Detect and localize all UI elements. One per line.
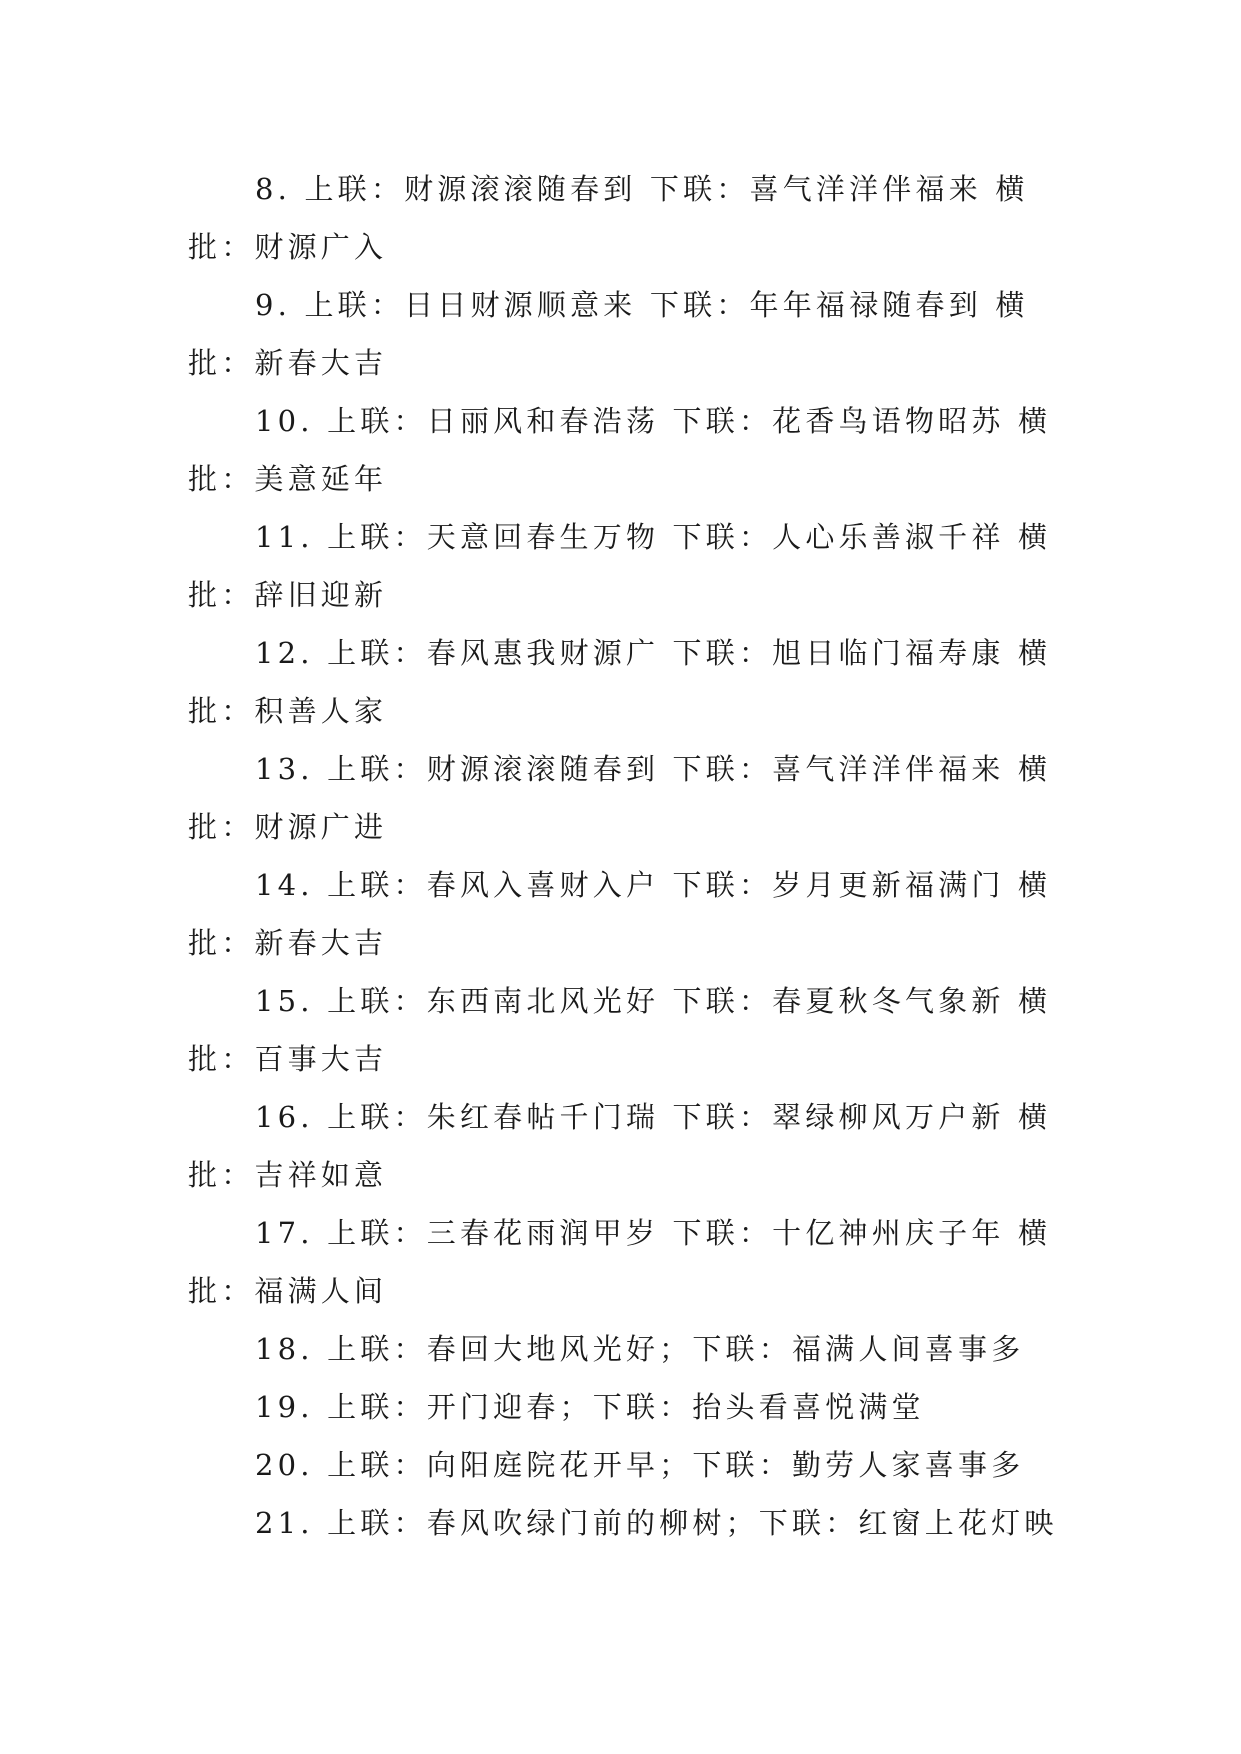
text-line: 10. 上联：日丽风和春浩荡 下联：花香鸟语物昭苏 横 xyxy=(255,404,1052,438)
text-line: 11. 上联：天意回春生万物 下联：人心乐善淑千祥 横 xyxy=(255,520,1052,554)
text-line: 批：新春大吉 xyxy=(188,926,388,960)
text-line: 批：百事大吉 xyxy=(188,1042,388,1076)
text-line: 16. 上联：朱红春帖千门瑞 下联：翠绿柳风万户新 横 xyxy=(255,1100,1052,1134)
text-line: 17. 上联：三春花雨润甲岁 下联：十亿神州庆子年 横 xyxy=(255,1216,1052,1250)
text-line: 批：财源广进 xyxy=(188,810,388,844)
text-line: 批：美意延年 xyxy=(188,462,388,496)
text-line: 批：财源广入 xyxy=(188,230,388,264)
text-line: 批：新春大吉 xyxy=(188,346,388,380)
text-line: 18. 上联：春回大地风光好；下联：福满人间喜事多 xyxy=(255,1332,1025,1366)
text-line: 13. 上联：财源滚滚随春到 下联：喜气洋洋伴福来 横 xyxy=(255,752,1052,786)
text-line: 9. 上联：日日财源顺意来 下联：年年福禄随春到 横 xyxy=(255,288,1029,322)
text-line: 14. 上联：春风入喜财入户 下联：岁月更新福满门 横 xyxy=(255,868,1052,902)
text-line: 批：福满人间 xyxy=(188,1274,388,1308)
text-line: 8. 上联：财源滚滚随春到 下联：喜气洋洋伴福来 横 xyxy=(255,172,1029,206)
text-line: 批：辞旧迎新 xyxy=(188,578,388,612)
text-line: 批：吉祥如意 xyxy=(188,1158,388,1192)
document-body xyxy=(188,160,1058,1552)
text-line: 19. 上联：开门迎春；下联：抬头看喜悦满堂 xyxy=(255,1390,925,1424)
text-line: 12. 上联：春风惠我财源广 下联：旭日临门福寿康 横 xyxy=(255,636,1052,670)
text-line: 20. 上联：向阳庭院花开早；下联：勤劳人家喜事多 xyxy=(255,1448,1025,1482)
text-line: 批：积善人家 xyxy=(188,694,388,728)
text-line: 21. 上联：春风吹绿门前的柳树；下联：红窗上花灯映 xyxy=(255,1506,1058,1540)
text-line: 15. 上联：东西南北风光好 下联：春夏秋冬气象新 横 xyxy=(255,984,1052,1018)
